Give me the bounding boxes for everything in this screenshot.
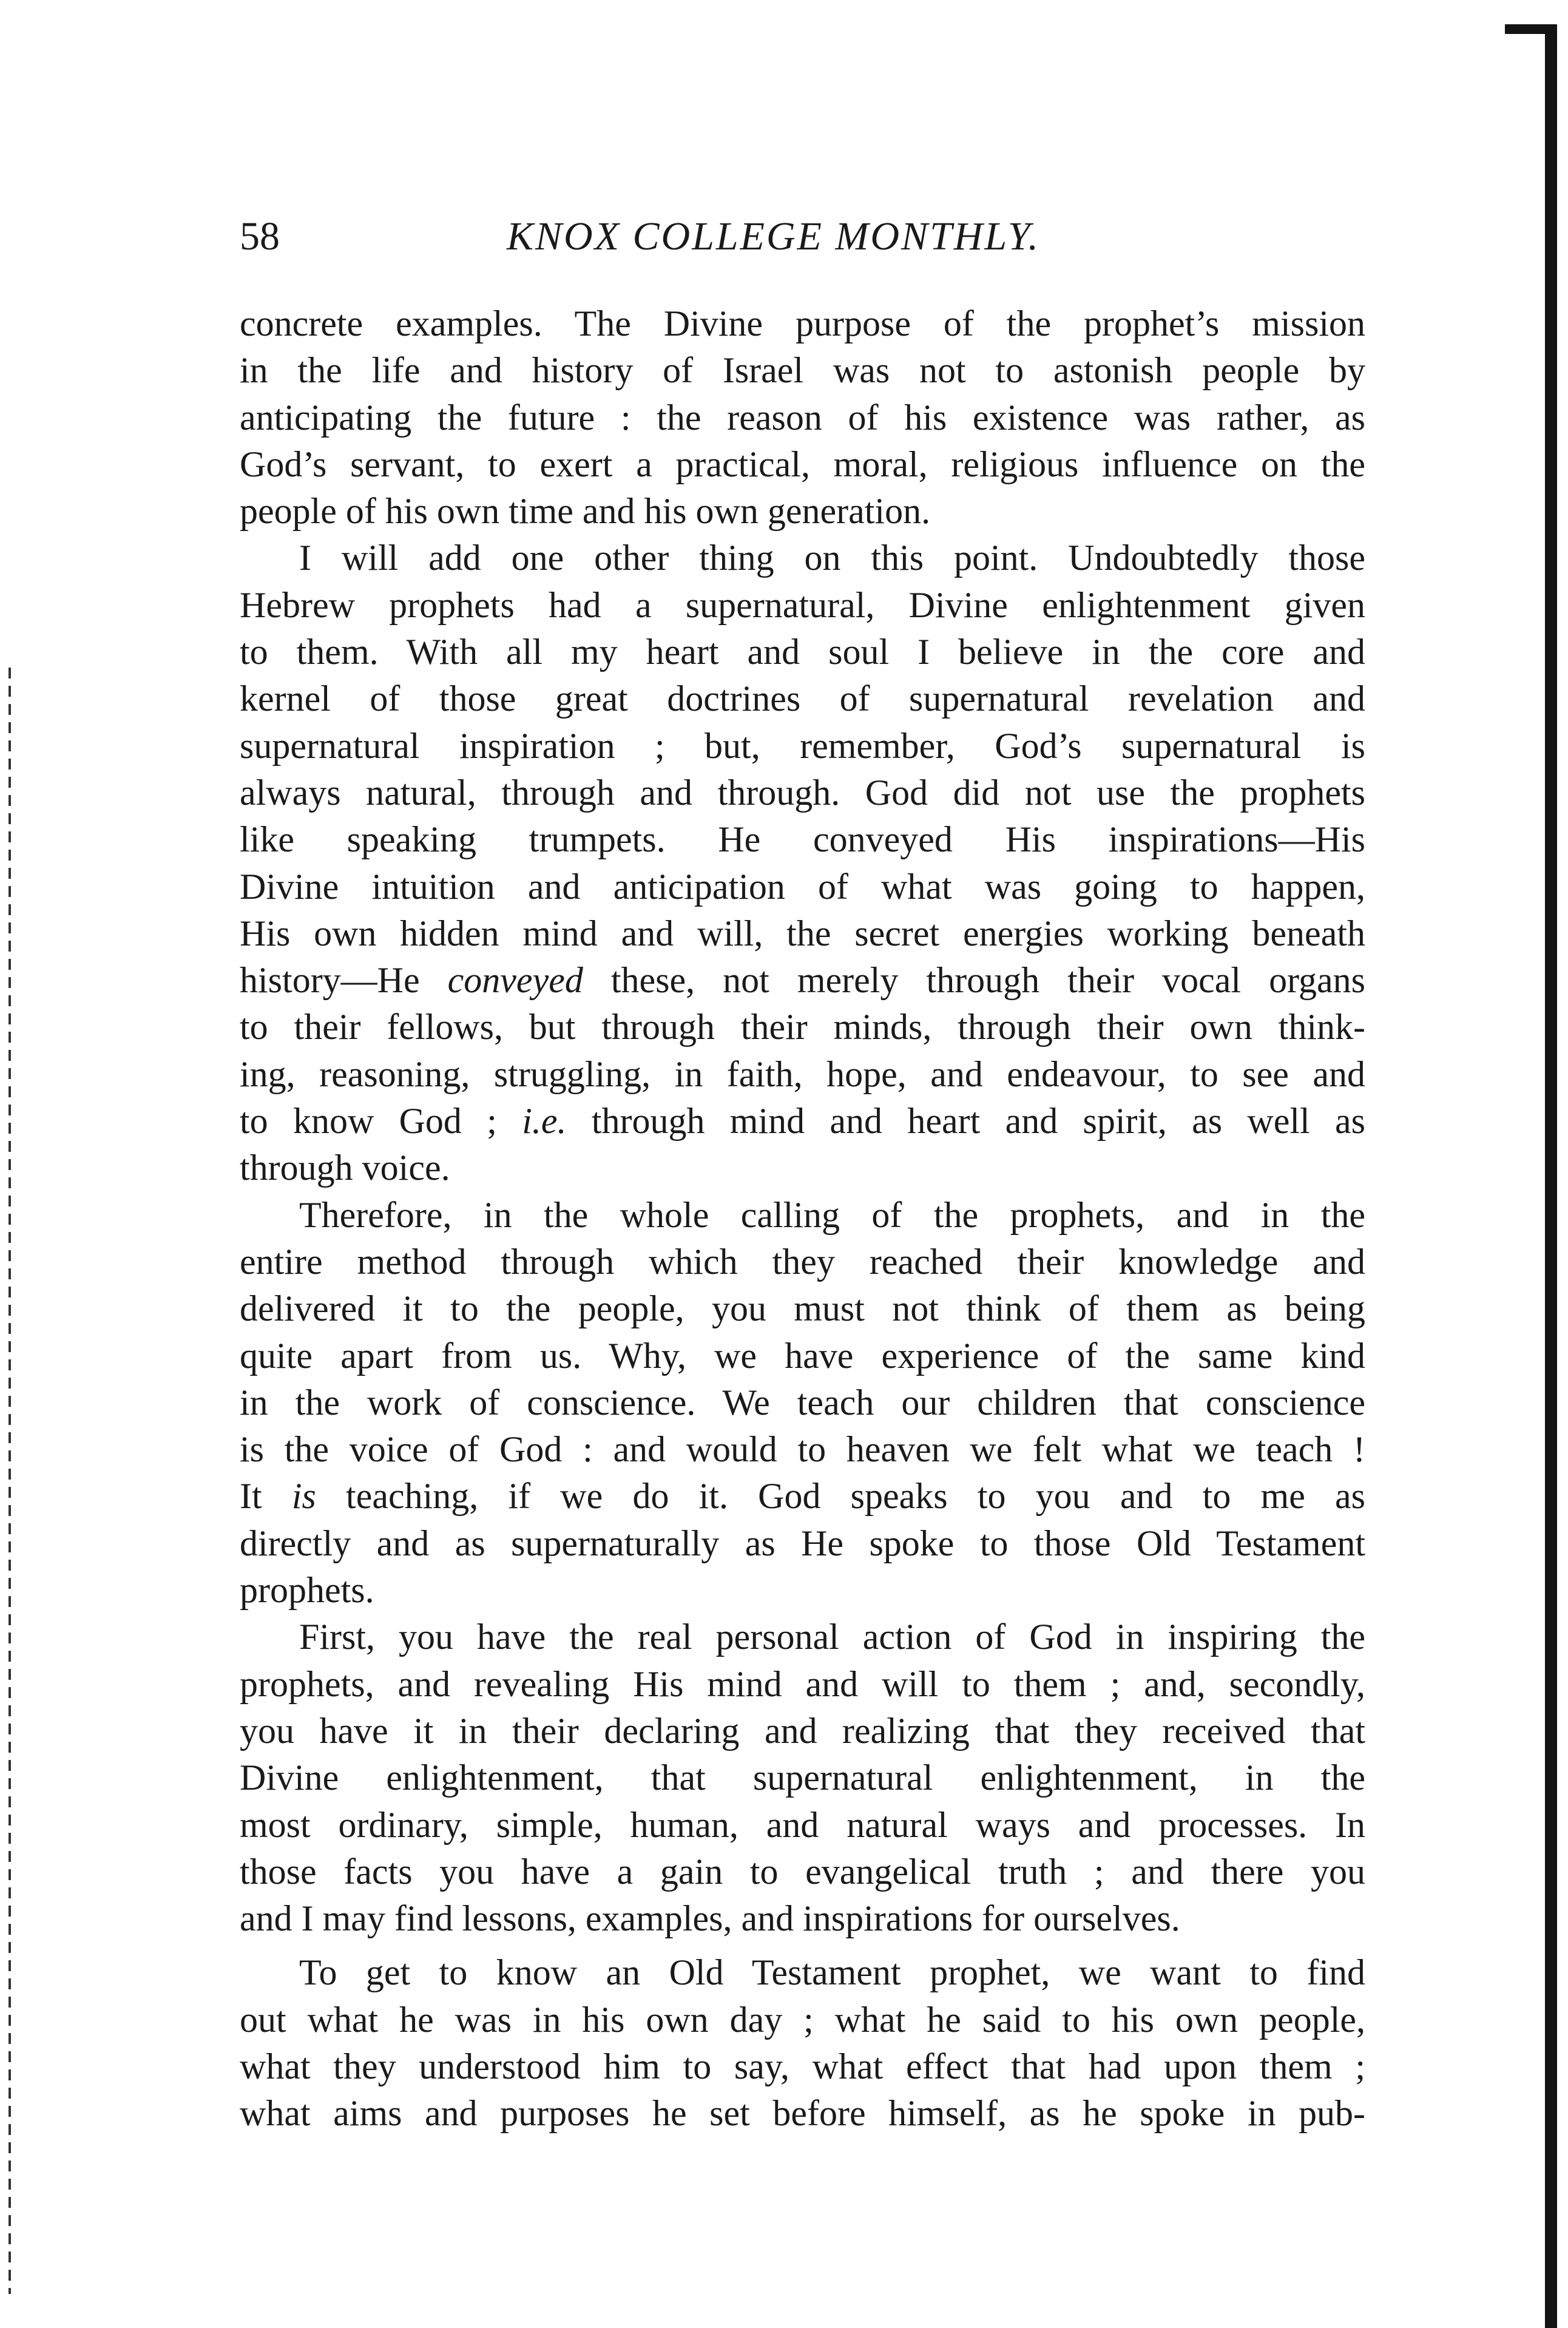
body-text	[240, 300, 1365, 2137]
text-run: teaching, if we do it. God speaks to you and to me as	[316, 1476, 1365, 1517]
text-line: anticipating the future : the reason of his existence was rather, as	[240, 397, 1365, 438]
text-line: out what he was in his own day ; what he said to his own people,	[240, 1999, 1365, 2040]
text-line: First, you have the real personal action of God in inspiring the	[299, 1617, 1365, 1657]
text-line: like speaking trumpets. He conveyed His inspirations—His	[240, 819, 1365, 860]
text-line: and I may find lessons, examples, and inspirations for ourselves.	[240, 1898, 1180, 1939]
text-line: to them. With all my heart and soul I believe in the core and	[240, 632, 1365, 672]
text-run: to know God ;	[240, 1101, 522, 1142]
text-run: It	[240, 1476, 292, 1517]
text-line: always natural, through and through. God did not use the prophets	[240, 772, 1365, 813]
text-line: kernel of those great doctrines of supernatural revelation and	[240, 678, 1365, 719]
text-line: supernatural inspiration ; but, remember, God’s supernatural is	[240, 725, 1365, 766]
text-line: to their fellows, but through their minds, through their own think-	[240, 1007, 1365, 1047]
text-line: His own hidden mind and will, the secret energies working beneath	[240, 913, 1365, 953]
text-line: in the life and history of Israel was not to astonish people by	[240, 350, 1365, 391]
paragraph-5	[240, 1949, 1365, 2137]
text-line: what aims and purposes he set before himself, as he spoke in pub-	[240, 2093, 1365, 2134]
italic-word: i.e.	[522, 1101, 567, 1142]
paragraph-2	[240, 535, 1365, 1191]
paragraph-4	[240, 1614, 1365, 1942]
text-run: these, not merely through their vocal organs	[583, 960, 1365, 1001]
text-line: Divine enlightenment, that supernatural enlightenment, in the	[240, 1758, 1365, 1798]
text-run: through mind and heart and spirit, as well as	[566, 1101, 1366, 1142]
text-run: history—He	[240, 960, 448, 1001]
text-line	[240, 957, 1365, 1004]
text-line: you have it in their declaring and realizing that they received that	[240, 1710, 1365, 1751]
text-line: prophets.	[240, 1570, 374, 1611]
text-line: quite apart from us. Why, we have experience of the same kind	[240, 1335, 1365, 1376]
text-line: in the work of conscience. We teach our children that conscience	[240, 1382, 1365, 1423]
binding-edge-right	[1545, 24, 1557, 2328]
text-line: Therefore, in the whole calling of the prophets, and in the	[299, 1194, 1365, 1235]
text-line: To get to know an Old Testament prophet, we want to find	[299, 1952, 1365, 1993]
text-line: directly and as supernaturally as He spoke to those Old Testament	[240, 1523, 1365, 1563]
text-line: delivered it to the people, you must not think of them as being	[240, 1288, 1365, 1329]
text-line: is the voice of God : and would to heaven we felt what we teach !	[240, 1429, 1365, 1470]
text-line: ing, reasoning, struggling, in faith, hope, and endeavour, to see and	[240, 1054, 1365, 1094]
text-line: prophets, and revealing His mind and will to them ; and, secondly,	[240, 1663, 1365, 1704]
page-number: 58	[240, 214, 280, 259]
paragraph-1	[240, 300, 1365, 535]
text-line	[240, 1473, 1365, 1520]
text-line: God’s servant, to exert a practical, moral, religious influence on the	[240, 444, 1365, 484]
text-line: people of his own time and his own generation.	[240, 491, 931, 532]
page-header	[240, 203, 1365, 270]
text-line: entire method through which they reached their knowledge and	[240, 1241, 1365, 1282]
text-line: what they understood him to say, what effect that had upon them ;	[240, 2046, 1365, 2086]
running-head: KNOX COLLEGE MONTHLY.	[507, 214, 1040, 259]
text-line: through voice.	[240, 1148, 450, 1188]
text-line: concrete examples. The Divine purpose of the prophet’s mission	[240, 303, 1365, 343]
text-line: I will add one other thing on this point. Undoubtedly those	[299, 538, 1365, 578]
text-line: Hebrew prophets had a supernatural, Divine enlightenment given	[240, 584, 1365, 625]
italic-word: is	[291, 1476, 316, 1517]
text-line: most ordinary, simple, human, and natural ways and processes. In	[240, 1804, 1365, 1845]
binding-edge-left	[8, 668, 11, 2294]
text-line: those facts you have a gain to evangelical truth ; and there you	[240, 1851, 1365, 1892]
paragraph-3	[240, 1192, 1365, 1614]
italic-word: conveyed	[447, 960, 583, 1001]
text-line: Divine intuition and anticipation of what was going to happen,	[240, 866, 1365, 907]
text-line	[240, 1098, 1365, 1145]
